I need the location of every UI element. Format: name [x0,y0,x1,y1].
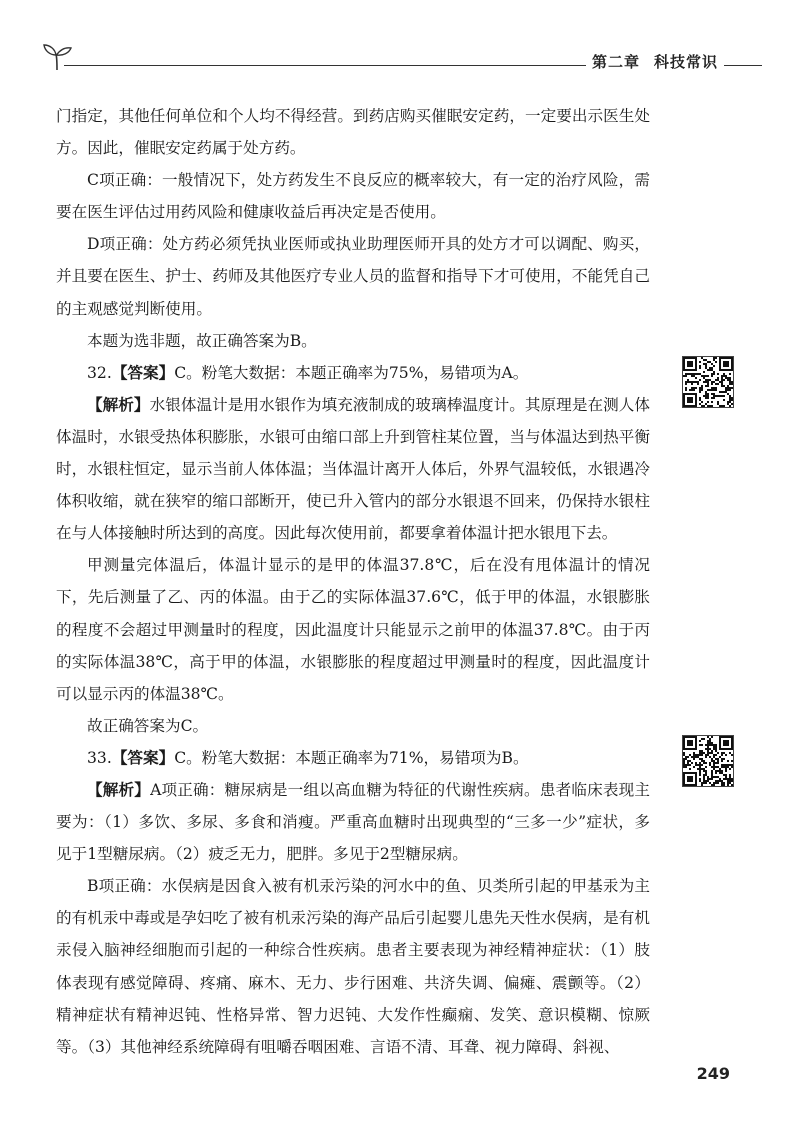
page-body [56,100,650,1063]
running-head [586,51,724,72]
body-paragraph: B项正确：水俣病是因食入被有机汞污染的河水中的鱼、贝类所引起的甲基汞为主的有机汞中毒或是孕妇吃了被有机汞污染的海产品后引起婴儿患先天性水俣病，是有机汞侵入脑神经细胞而引起的一种综合性疾病。患者主要表现为神经精神症状：（1）肢体表现有感觉障碍、疼痛、麻木、无力、步行困难、共济失调、偏瘫、震颤等。（2）精神症状有精神迟钝、性格异常、智力迟钝、大发作性癫痫、发笑、意识模糊、惊厥等。（3）其他神经系统障碍有咀嚼吞咽困难、言语不清、耳聋、视力障碍、斜视、 [56,877,650,1056]
analysis-tag: 【解析】 [87,779,151,799]
page-number: 249 [696,1064,730,1083]
analysis-tag: 【解析】 [87,394,150,414]
sprout-icon [40,42,74,72]
analysis-32 [56,389,650,549]
body-paragraph: 本题为选非题，故正确答案为B。 [87,331,317,350]
analysis-33 [56,774,650,870]
question-number: 32. [87,363,112,382]
answer-tag: 【答案】 [111,747,175,767]
body-paragraph: 甲测量完体温后，体温计显示的是甲的体温37.8℃，后在没有甩体温计的情况下，先后测量了乙、丙的体温。由于乙的实际体温37.6℃，低于甲的体温，水银膨胀的程度不会超过甲测量时的程度，因此温度计只能显示之前甲的体温37.8℃。由于丙的实际体温38℃，高于甲的体温，水银膨胀的程度超过甲测量时的程度，因此温度计可以显示丙的体温38℃。 [56,556,650,703]
answer-32 [56,357,650,389]
body-paragraph: D项正确：处方药必须凭执业医师或执业助理医师开具的处方才可以调配、购买，并且要在医生、护士、药师及其他医疗专业人员的监督和指导下才可使用，不能凭自己的主观感觉判断使用。 [56,235,650,318]
answer-text: C。粉笔大数据：本题正确率为75%，易错项为A。 [174,363,529,382]
question-number: 33. [87,748,112,767]
chapter-title: 科技常识 [653,53,718,71]
answer-tag: 【答案】 [111,362,175,382]
body-paragraph: C项正确：一般情况下，处方药发生不良反应的概率较大，有一定的治疗风险，需要在医生评估过用药风险和健康收益后再决定是否使用。 [56,171,650,222]
page-header [40,42,762,72]
answer-text: C。粉笔大数据：本题正确率为71%，易错项为B。 [174,748,529,767]
qr-code-icon[interactable] [682,356,734,408]
body-paragraph: 门指定，其他任何单位和个人均不得经营。到药店购买催眠安定药，一定要出示医生处方。因此，催眠安定药属于处方药。 [56,107,650,158]
analysis-text: A项正确：糖尿病是一组以高血糖为特征的代谢性疾病。患者临床表现主要为：（1）多饮、多尿、多食和消瘦。严重高血糖时出现典型的“三多一少”症状，多见于1型糖尿病。（2）疲乏无力，肥胖。多见于2型糖尿病。 [56,780,650,864]
conclusion: 故正确答案为C。 [87,716,209,735]
chapter-label: 第二章 [591,53,640,71]
answer-33 [56,742,650,774]
analysis-text: 水银体温计是用水银作为填充液制成的玻璃棒温度计。其原理是在测人体体温时，水银受热体积膨胀，水银可由缩口部上升到管柱某位置，当与体温达到热平衡时，水银柱恒定，显示当前人体体温；当体温计离开人体后，外界气温较低，水银遇冷体积收缩，就在狭窄的缩口部断开，使已升入管内的部分水银退不回来，仍保持水银柱在与人体接触时所达到的高度。因此每次使用前，都要拿着体温计把水银甩下去。 [56,395,650,543]
qr-code-icon[interactable] [682,735,734,787]
